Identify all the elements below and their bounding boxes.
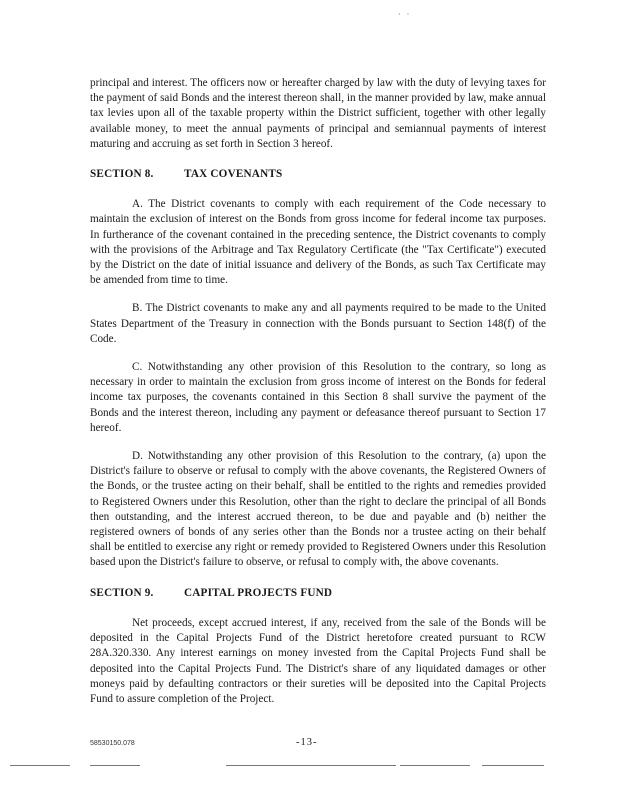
section-8-para-b: B. The District covenants to make any and all payments required to be made to the United States Department of the Treasury in connection with the Bonds pursuant to Section 148(f) of the Code. (90, 302, 546, 345)
section-8-title: TAX COVENANTS (184, 168, 283, 181)
scan-artifact-line (482, 765, 544, 766)
section-9-body: Net proceeds, except accrued interest, if any, received from the sale of the Bonds will be deposited in the Capital Projects Fund of the District heretofore created pursuant to RCW 28A.320.330. Any interest earnings on money invested from the Capital Projects Fund shall be deposited into the Capital Projects Fund. The District's share of any liquidated damages or other moneys paid by defaulting contractors or their sureties will be deposited into the Capital Projects Fund to assure completion of the Project. (90, 616, 546, 705)
corner-mark: · · (398, 10, 412, 19)
section-9-heading (90, 586, 546, 601)
section-8-para-a: A. The District covenants to comply with each requirement of the Code necessary to maintain the exclusion of interest on the Bonds from gross income for federal income tax purposes. In furtherance of the covenant contained in the preceding sentence, the District covenants to comply with the provisions of the Arbitrage and Tax Regulatory Certificate (the "Tax Certificate") executed by the District on the date of initial issuance and delivery of the Bonds, as such Tax Certificate may be amended from time to time. (90, 198, 546, 287)
scan-artifact-line (10, 765, 70, 766)
scan-artifact-line (400, 765, 470, 766)
document-id: 58530150.078 (90, 740, 135, 747)
page-footer (0, 737, 620, 760)
section-8-para-d: D. Notwithstanding any other provision of this Resolution to the contrary, (a) upon the District's failure to observe or refusal to comply with the above covenants, the Registered Owners of the Bonds, or the trustee acting on their behalf, shall be entitled to the rights and remedies provided to Registered Owners under this Resolution, other than the right to declare the principal of all Bonds then outstanding, and the interest accrued thereon, to be due and payable and (b) neither the registered owners of bonds of any series other than the Bonds nor a trustee acting on their behalf shall be entitled to exercise any right or remedy provided to Registered Owners under this Resolution based upon the District's failure to observe, or refusal to comply with, the above covenants. (90, 450, 546, 569)
paragraph-continued: principal and interest. The officers now or hereafter charged by law with the duty of levying taxes for the payment of said Bonds and the interest thereon shall, in the manner provided by law, make annual tax levies upon all of the taxable property within the District sufficient, together with other legally available money, to meet the annual payments of principal and semiannual payments of interest maturing and accruing as set forth in Section 3 hereof. (90, 77, 546, 150)
section-8-para-c: C. Notwithstanding any other provision of this Resolution to the contrary, so long as necessary in order to maintain the exclusion from gross income of interest on the Bonds for federal income tax purposes, the covenants contained in this Section 8 shall survive the payment of the Bonds and the interest thereon, including any payment or defeasance thereof pursuant to Section 17 hereof. (90, 361, 546, 434)
section-9-number: SECTION 9. (90, 586, 154, 599)
section-8-number: SECTION 8. (90, 168, 154, 181)
section-9-title: CAPITAL PROJECTS FUND (184, 586, 333, 599)
section-8-heading (90, 167, 546, 182)
page-number: -13- (296, 737, 318, 748)
scan-artifact-line (90, 765, 140, 766)
document-body (90, 76, 546, 707)
scan-artifact-line (226, 765, 396, 766)
